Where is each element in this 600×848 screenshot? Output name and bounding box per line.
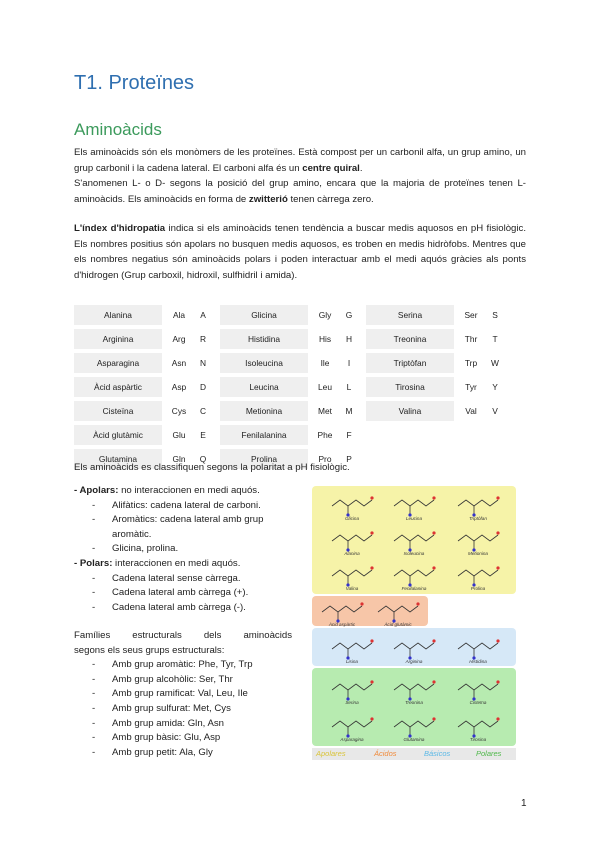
molecule-structure [452, 672, 504, 702]
family-item-text: Amb grup sulfurat: Met, Cys [112, 702, 231, 714]
intro-text-1: Els aminoàcids són els monòmers de les proteïnes. Està compost per un carbonil alfa, un grup amino, un grup carbonil i la cadena lateral. El carboni alfa és un [74, 147, 526, 174]
intro-bold-1: centre quiral [302, 162, 360, 174]
aa-letter-cell: A [200, 310, 206, 320]
families-heading: Famílies estructurals dels aminoàcids [74, 630, 292, 641]
molecule-structure [388, 672, 440, 702]
aa-letter-cell: L [346, 382, 352, 392]
aa-letter-cell: E [200, 430, 206, 440]
family-item-text: Amb grup petit: Ala, Gly [112, 746, 213, 758]
molecule-label: Àcid glutàmic [384, 622, 412, 627]
families-heading-2: segons els seus grups estructurals: [74, 644, 225, 656]
aa-gap-cell [356, 425, 366, 445]
molecule-structure [326, 709, 378, 739]
aa-name-cell: Metionina [220, 401, 308, 421]
aa-name-cell: Arginina [74, 329, 162, 349]
aa-letter-cell: M [345, 406, 353, 416]
molecule-structure [452, 631, 504, 661]
aa-name-cell: Àcid glutàmic [74, 425, 162, 445]
aa-name-cell: Fenilalanina [220, 425, 308, 445]
polarity-list: - Apolars: no interaccionen en medi aquós. - Alifàtics: cadena lateral de carboni. - Aromàtics: cadena lateral amb grup aromàtic. - Glicina, prolina. - Polars: interaccionen en medi aquós. - Cadena lateral sense càrrega. - Cadena lateral amb càrrega (+). - Cadena lateral amb càrrega (-). [74, 485, 264, 613]
molecule-label: Fenilalanina [401, 586, 427, 591]
aa-abbr-cell: His [318, 334, 332, 344]
hydropathy-bold: L'índex d'hidropatia [74, 223, 166, 234]
aa-table-row [74, 353, 502, 373]
family-item-text: Amb grup alcohòlic: Ser, Thr [112, 673, 233, 685]
molecule-label: Treonina [405, 700, 423, 705]
molecule-structure [372, 594, 424, 624]
aa-name-cell [366, 449, 454, 469]
molecule-structure [388, 709, 440, 739]
aa-table-row [74, 305, 502, 325]
aa-name-cell: Isoleucina [220, 353, 308, 373]
intro-paragraph [74, 145, 526, 207]
aa-abbr-cell: Cys [171, 406, 187, 416]
aa-name-cell [366, 425, 454, 445]
aa-name-cell: Valina [366, 401, 454, 421]
aa-name-cell: Tirosina [366, 377, 454, 397]
aa-abbr-cell: Val [465, 406, 477, 416]
family-item [74, 746, 292, 761]
aa-abbr-cell: Pro [318, 454, 332, 464]
molecule-structure [452, 523, 504, 553]
molecule-structure [452, 488, 504, 518]
aa-letter-cell: S [492, 310, 498, 320]
aa-letter-cell: P [346, 454, 352, 464]
apolars-text: no interaccionen en medi aquós. [118, 485, 260, 496]
aa-abbr-cell: Glu [172, 430, 186, 440]
aa-name-cell: Cisteïna [74, 401, 162, 421]
molecule-structure [388, 523, 440, 553]
family-item-text: Amb grup aromàtic: Phe, Tyr, Trp [112, 659, 253, 671]
families-heading-line-1 [74, 629, 292, 644]
aa-letter-cell: H [345, 334, 353, 344]
molecule-label: Triptòfan [469, 516, 487, 521]
aa-gap-cell [210, 305, 220, 325]
aa-name-cell: Serina [366, 305, 454, 325]
aa-name-cell: Alanina [74, 305, 162, 325]
aa-gap-cell [356, 377, 366, 397]
molecule-label: Glicina [344, 516, 360, 521]
aa-name-cell: Treonina [366, 329, 454, 349]
family-item [74, 687, 292, 702]
molecule-structure [388, 631, 440, 661]
molecule-label: Glutamina [403, 737, 425, 742]
aa-abbr-cell: Arg [172, 334, 186, 344]
apolar-item: aromàtic. [112, 528, 152, 540]
aa-letter-cell: D [199, 382, 207, 392]
molecule-label: Arginina [405, 659, 423, 664]
list-dash: - [92, 673, 96, 685]
polar-item: Cadena lateral sense càrrega. [112, 572, 241, 584]
aa-gap-cell [210, 401, 220, 421]
list-dash: - [92, 746, 96, 758]
molecule-label: Leucina [405, 516, 423, 521]
molecule-label: Cisteïna [469, 700, 487, 705]
polar-item: Cadena lateral amb càrrega (-). [112, 601, 246, 613]
aa-letter-cell: W [491, 358, 499, 368]
aa-table-row [74, 329, 502, 349]
aa-gap-cell [210, 425, 220, 445]
aa-letter-cell: Q [199, 454, 207, 464]
aa-name-cell: Prolina [220, 449, 308, 469]
aa-name-cell: Glicina [220, 305, 308, 325]
aa-gap-cell [356, 401, 366, 421]
apolar-item: Alifàtics: cadena lateral de carboni. [112, 499, 261, 511]
intro-text-4: tenen càrrega zero. [287, 193, 374, 205]
aa-gap-cell [210, 353, 220, 373]
aa-abbr-cell: Phe [317, 430, 333, 440]
section-heading: Aminoàcids [74, 120, 162, 139]
polars-label: - Polars: [74, 557, 113, 569]
aa-abbr-cell: Ser [464, 310, 478, 320]
aa-name-cell: Histidina [220, 329, 308, 349]
aa-abbr-cell: Gly [318, 310, 332, 320]
molecule-structure [452, 558, 504, 588]
aa-abbr-cell: Trp [464, 358, 478, 368]
aa-letter-cell: R [199, 334, 207, 344]
aa-table-row [74, 425, 502, 445]
aa-name-cell: Glutamina [74, 449, 162, 469]
molecule-label: Àcid aspàrtic [328, 622, 356, 627]
molecule-label: Asparagina [340, 737, 364, 742]
aa-table-row [74, 377, 502, 397]
amino-acid-structures-figure [312, 486, 516, 756]
family-item-text: Amb grup amida: Gln, Asn [112, 717, 224, 729]
page-title: T1. Proteïnes [74, 72, 195, 94]
aa-abbr-cell: Leu [318, 382, 332, 392]
amino-acid-table [74, 301, 502, 473]
aa-letter-cell: F [346, 430, 352, 440]
molecule-structure [326, 488, 378, 518]
aa-letter-cell [488, 449, 502, 469]
aa-name-cell: Àcid aspàrtic [74, 377, 162, 397]
aa-gap-cell [210, 377, 220, 397]
aa-letter-cell: Y [492, 382, 498, 392]
aa-abbr-cell: Tyr [465, 382, 477, 392]
aa-letter-cell [488, 425, 502, 445]
molecule-label: Valina [345, 586, 359, 591]
aa-letter-cell: G [345, 310, 353, 320]
aa-letter-cell: C [199, 406, 207, 416]
molecule-structure [388, 488, 440, 518]
aa-letter-cell: N [199, 358, 207, 368]
molecule-label: Prolina [470, 586, 486, 591]
legend-basicos: Básicos [424, 749, 451, 758]
aa-gap-cell [356, 329, 366, 349]
aa-name-cell: Triptòfan [366, 353, 454, 373]
molecule-structure [388, 558, 440, 588]
aa-letter-cell: I [347, 358, 351, 368]
aa-gap-cell [356, 449, 366, 469]
aa-abbr-cell: Met [318, 406, 332, 416]
aa-letter-cell: T [492, 334, 498, 344]
molecule-structure [316, 594, 368, 624]
figure-legend [312, 748, 516, 760]
apolar-item: Glicina, prolina. [112, 543, 179, 555]
intro-text-2: . [359, 162, 363, 174]
legend-apolares: Apolares [316, 749, 346, 758]
molecule-label: Alanina [344, 551, 360, 556]
molecule-label: Tirosina [469, 737, 487, 742]
intro-bold-2: zwitterió [248, 193, 288, 205]
aa-gap-cell [356, 353, 366, 373]
list-dash: - [92, 732, 96, 744]
intro-text-3: S'anomenen L- o D- segons la posició del grup amino, encara que la majoria de proteïnes tenen L-aminoàcids. Els aminoàcids en forma de [74, 178, 526, 205]
aa-abbr-cell: Asp [171, 382, 187, 392]
classification-list [74, 461, 350, 476]
aa-letter-cell: V [492, 406, 498, 416]
aa-abbr-cell [454, 449, 488, 469]
molecule-label: Metionina [468, 551, 488, 556]
molecule-label: Histidina [469, 659, 487, 664]
hydropathy-text: indica si els aminoàcids tenen tendència a buscar medis aquosos en pH fisiològic. Els nombres positius són apolars no busquen medis aquosos, es troben en medis hidròfobs. Mentres que els nombres negatius són aminoàcids polars i poden interactuar amb el medi aquós gràcies als ponts d'hidrogen (Grup carboxil, hidroxil, sulfhidril i amida). [74, 223, 526, 281]
molecule-structure [326, 523, 378, 553]
polars-text: interaccionen en medi aquós. [112, 557, 241, 569]
aa-name-cell: Leucina [220, 377, 308, 397]
family-item [74, 731, 292, 746]
page-number: 1 [521, 798, 527, 809]
list-dash: - [92, 659, 96, 671]
molecule-structure [326, 631, 378, 661]
molecule-label: Lisina [345, 659, 358, 664]
aa-abbr-cell: Asn [171, 358, 187, 368]
family-item-text: Amb grup bàsic: Glu, Asp [112, 732, 221, 744]
family-item [74, 717, 292, 732]
aa-abbr-cell: Thr [464, 334, 478, 344]
list-dash: - [92, 688, 96, 700]
family-item [74, 673, 292, 688]
legend-acidos: Ácidos [374, 749, 397, 758]
aa-name-cell: Asparagina [74, 353, 162, 373]
family-item [74, 702, 292, 717]
aa-abbr-cell: Ala [172, 310, 186, 320]
aa-abbr-cell: Ile [320, 358, 330, 368]
legend-polares: Polares [476, 749, 502, 758]
list-dash: - [92, 717, 96, 729]
list-dash: - [92, 702, 96, 714]
aa-abbr-cell [454, 425, 488, 445]
molecule-label: Serina [345, 700, 359, 705]
molecule-structure [326, 672, 378, 702]
apolars-label: - Apolars: [74, 485, 119, 496]
molecule-structure [326, 558, 378, 588]
family-item-text: Amb grup ramificat: Val, Leu, Ile [112, 688, 248, 700]
aa-table-row [74, 401, 502, 421]
families-list [74, 629, 292, 760]
aa-gap-cell [356, 305, 366, 325]
molecule-structure [452, 709, 504, 739]
molecule-label: Isoleucina [403, 551, 425, 556]
aa-abbr-cell: Gln [172, 454, 186, 464]
apolar-item: Aromàtics: cadena lateral amb grup [112, 514, 264, 526]
classification-heading: Els aminoàcids es classifiquen segons la polaritat a pH fisiològic. [74, 462, 350, 473]
hydropathy-paragraph [74, 221, 526, 283]
family-item [74, 658, 292, 673]
aa-gap-cell [210, 329, 220, 349]
polar-item: Cadena lateral amb càrrega (+). [112, 587, 249, 599]
